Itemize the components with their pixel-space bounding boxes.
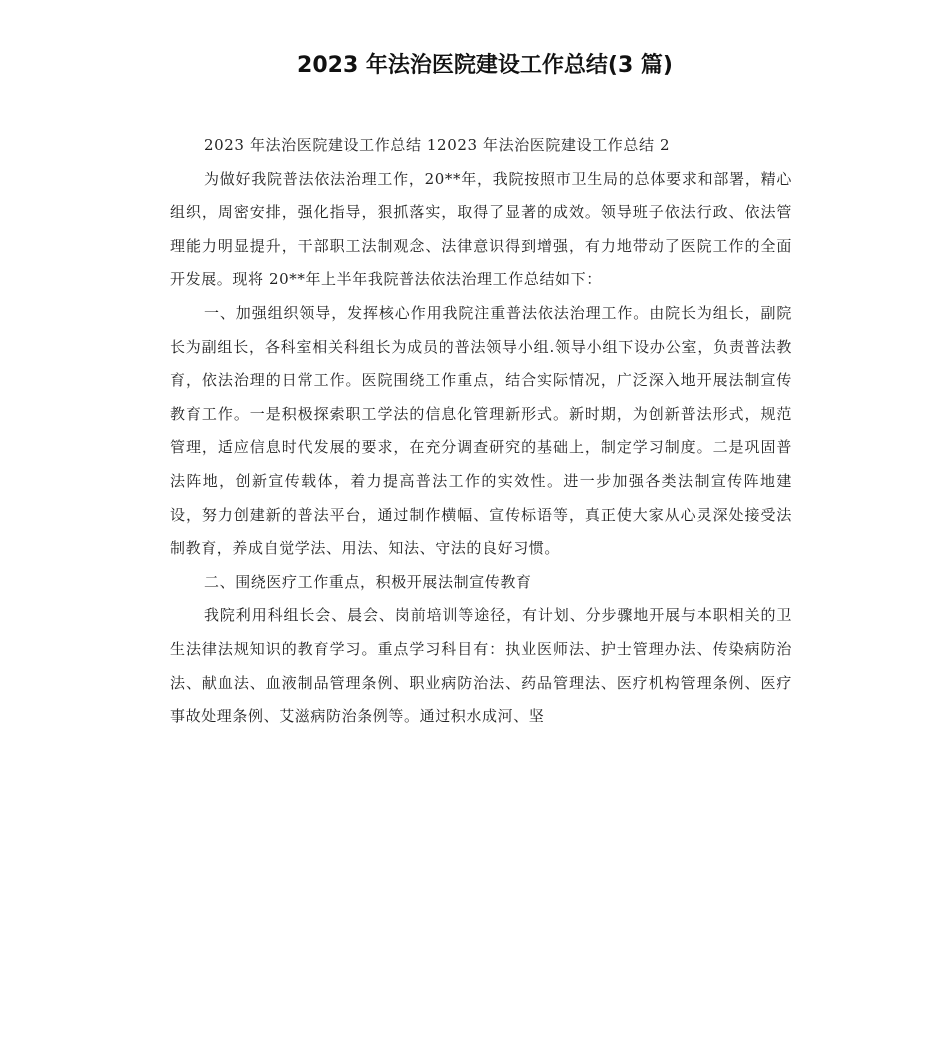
document-title: 2023 年法治医院建设工作总结(3 篇) [297,53,673,78]
paragraph-header-line: 2023 年法治医院建设工作总结 12023 年法治医院建设工作总结 2 [204,136,671,154]
document-body [170,129,792,734]
paragraph-intro: 为做好我院普法依法治理工作，20**年，我院按照市卫生局的总体要求和部署，精心组织，周密安排，强化指导，狠抓落实，取得了显著的成效。领导班子依法行政、依法管理能力明显提升，干部职工法制观念、法律意识得到增强，有力地带动了医院工作的全面开发展。现将 20**年上半年我院普法依法治理工作总结如下： [170,169,792,289]
paragraph-section-two-heading: 二、围绕医疗工作重点，积极开展法制宣传教育 [204,572,532,591]
paragraph-section-one: 一、加强组织领导，发挥核心作用我院注重普法依法治理工作。由院长为组长，副院长为副组长，各科室相关科组长为成员的普法领导小组.领导小组下设办公室，负责普法教育，依法治理的日常工作。医院围绕工作重点，结合实际情况，广泛深入地开展法制宣传教育工作。一是积极探索职工学法的信息化管理新形式。新时期，为创新普法形式，规范管理，适应信息时代发展的要求，在充分调查研究的基础上，制定学习制度。二是巩固普法阵地，创新宣传载体，着力提高普法工作的实效性。进一步加强各类法制宣传阵地建设，努力创建新的普法平台，通过制作横幅、宣传标语等，真正使大家从心灵深处接受法制教育，养成自觉学法、用法、知法、守法的良好习惯。 [170,303,792,558]
paragraph-section-two-body: 我院利用科组长会、晨会、岗前培训等途径，有计划、分步骤地开展与本职相关的卫生法律法规知识的教育学习。重点学习科目有：执业医师法、护士管理办法、传染病防治法、献血法、血液制品管理条例、职业病防治法、药品管理法、医疗机构管理条例、医疗事故处理条例、艾滋病防治条例等。通过积水成河、坚 [170,606,792,726]
